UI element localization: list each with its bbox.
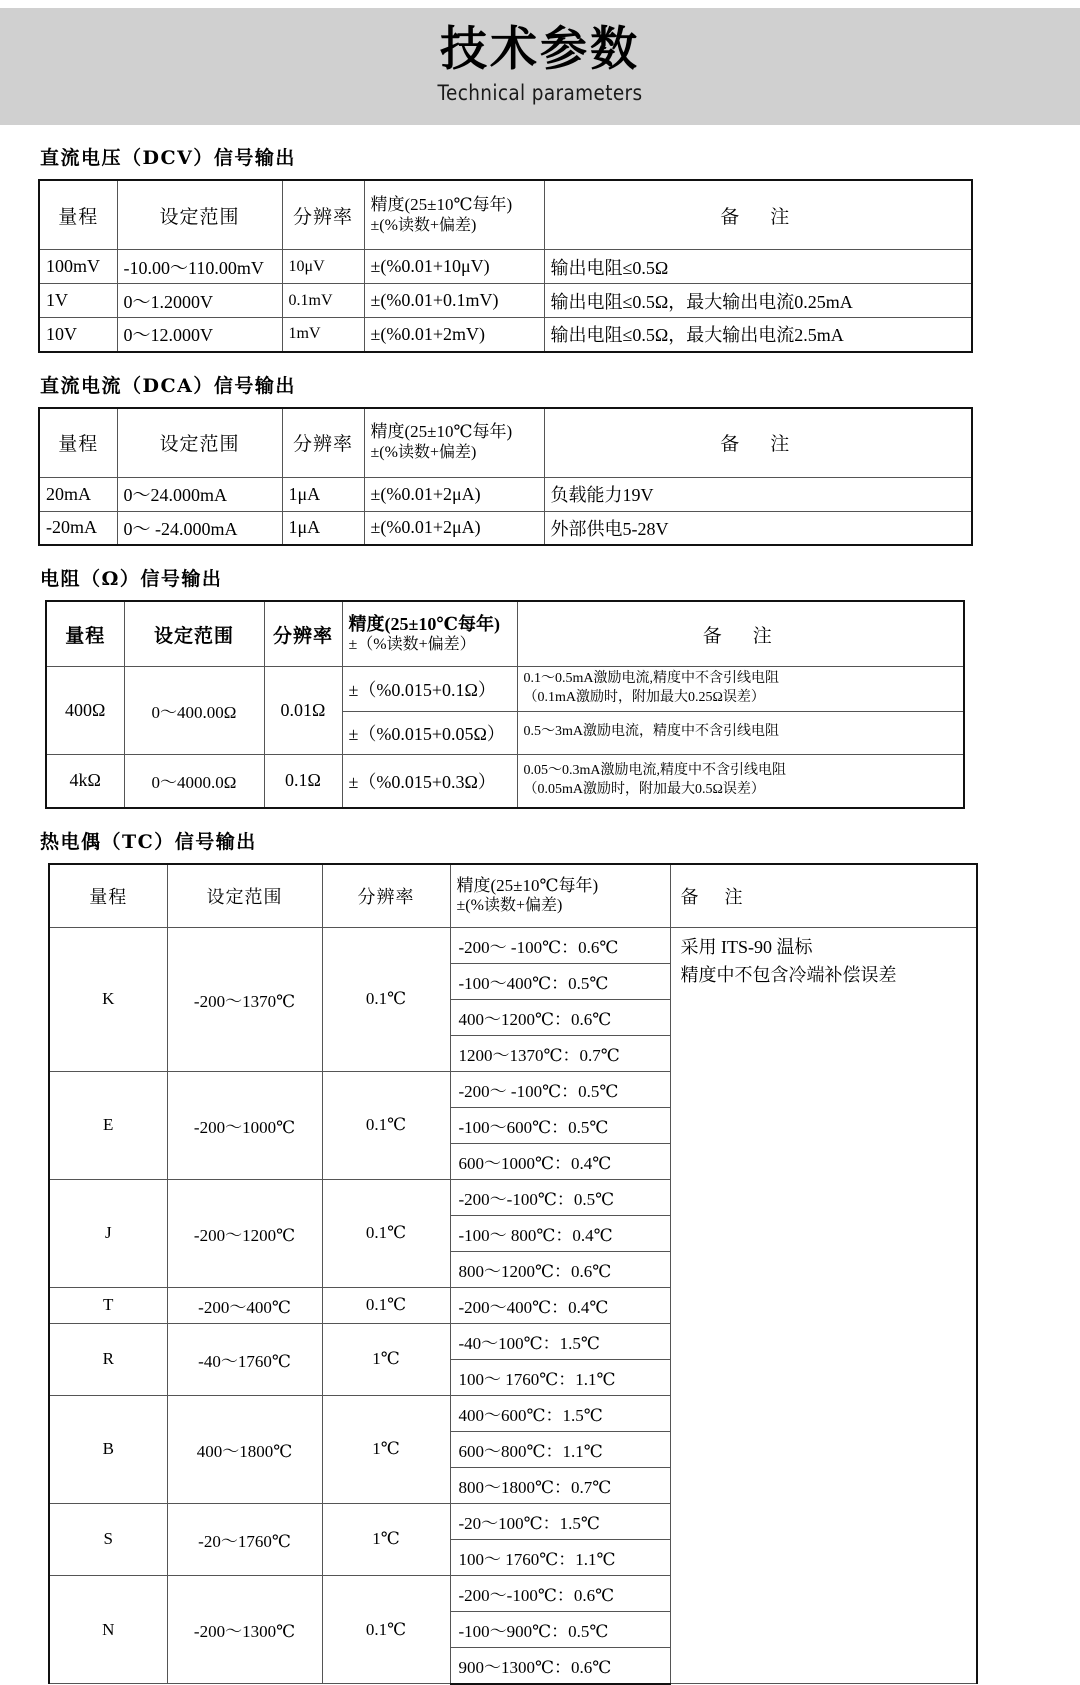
cell-accuracy: 1200～1370℃：0.7℃ [450,1035,670,1071]
header-accuracy-line1: 精度(25±10℃每年) [456,875,599,895]
cell-range: R [49,1323,167,1395]
cell-setting-range: -40～1760℃ [167,1323,322,1395]
cell-remark [517,754,964,808]
header-accuracy-line2: ±(%读数+偏差) [370,444,477,462]
cell-range: B [49,1395,167,1503]
cell-remark-line2: 精度中不包含冷端补偿误差 [680,964,897,985]
cell-accuracy: -100～900℃：0.5℃ [450,1611,670,1647]
cell-accuracy: 600～1000℃：0.4℃ [450,1143,670,1179]
cell-range: N [49,1575,167,1684]
table-row [39,477,972,511]
cell-range: S [49,1503,167,1575]
cell-accuracy: 400～1200℃：0.6℃ [450,999,670,1035]
header-range: 量程 [39,180,117,250]
cell-resolution: 0.1℃ [322,1287,450,1323]
cell-remark [670,927,977,1684]
cell-range: 20mA [39,477,117,511]
cell-setting-range: -200～400℃ [167,1287,322,1323]
table-row [39,511,972,545]
cell-accuracy: ±（%0.015+0.3Ω） [342,754,517,808]
header-accuracy-line2: ±(%读数+偏差) [456,897,563,915]
cell-setting-range: 0～24.000mA [117,477,282,511]
cell-accuracy: -200～400℃：0.4℃ [450,1287,670,1323]
cell-resolution: 10μV [282,250,364,284]
cell-resolution: 1mV [282,318,364,352]
document-content [0,125,1080,1685]
cell-accuracy: 100～ 1760℃：1.1℃ [450,1359,670,1395]
header-accuracy-line1: 精度(25±10℃每年) [370,422,513,442]
header-remark: 备 注 [670,864,977,928]
table-row [39,318,972,352]
table-thermocouple [48,863,978,1685]
header-resolution: 分辨率 [282,180,364,250]
table-header-row [49,864,977,928]
table-header-row [39,180,972,250]
section-title-dca: 直流电流（DCA）信号输出 [40,374,296,397]
cell-accuracy: ±（%0.015+0.05Ω） [342,711,517,754]
cell-remark-line1: 0.1～0.5mA激励电流,精度中不含引线电阻 [523,671,779,686]
header-accuracy [342,601,517,667]
cell-setting-range: -20～1760℃ [167,1503,322,1575]
cell-setting-range: 0～400.00Ω [124,667,264,755]
cell-accuracy: 900～1300℃：0.6℃ [450,1647,670,1684]
cell-resolution: 0.1Ω [264,754,342,808]
cell-remark: 外部供电5-28V [544,511,972,545]
page-title: 技术参数 [440,22,640,77]
cell-range: 100mV [39,250,117,284]
table-row [39,250,972,284]
header-setting-range: 设定范围 [117,408,282,478]
header-remark: 备 注 [517,601,964,667]
cell-resolution: 1μA [282,477,364,511]
cell-accuracy: 100～ 1760℃：1.1℃ [450,1539,670,1575]
header-resolution: 分辨率 [322,864,450,928]
cell-resolution: 0.1mV [282,284,364,318]
section-title-resistance: 电阻（Ω）信号输出 [40,568,223,590]
header-accuracy-line2: ±(%读数+偏差) [370,216,477,234]
cell-accuracy: -100～ 800℃：0.4℃ [450,1215,670,1251]
table-row [39,284,972,318]
cell-range: T [49,1287,167,1323]
cell-remark: 负载能力19V [544,477,972,511]
cell-remark-line2: （0.1mA激励时，附加最大0.25Ω误差） [523,689,765,705]
cell-accuracy: -20～100℃：1.5℃ [450,1503,670,1539]
cell-remark-line1: 采用 ITS-90 温标 [680,936,813,957]
cell-accuracy: ±(%0.01+2μA) [364,477,544,511]
cell-accuracy: 600～800℃：1.1℃ [450,1431,670,1467]
cell-resolution: 0.1℃ [322,1179,450,1287]
section-title-dcv: 直流电压（DCV）信号输出 [40,147,296,169]
cell-setting-range: 0～ -24.000mA [117,511,282,545]
section-title-thermocouple: 热电偶（TC）信号输出 [40,830,257,853]
cell-accuracy: -200～ -100℃：0.6℃ [450,927,670,963]
cell-resolution: 1℃ [322,1503,450,1575]
cell-accuracy: ±(%0.01+0.1mV) [364,284,544,318]
cell-setting-range: -10.00～110.00mV [117,250,282,284]
cell-setting-range: -200～1370℃ [167,927,322,1071]
cell-accuracy: 400～600℃：1.5℃ [450,1395,670,1431]
cell-resolution: 1℃ [322,1323,450,1395]
header-accuracy-line1: 精度(25±10℃每年) [370,194,513,214]
header-remark: 备 注 [544,408,972,478]
cell-accuracy: -40～100℃：1.5℃ [450,1323,670,1359]
cell-accuracy: -200～ -100℃：0.5℃ [450,1071,670,1107]
cell-accuracy: -100～400℃：0.5℃ [450,963,670,999]
cell-remark-line2: （0.05mA激励时，附加最大0.5Ω误差） [523,781,765,797]
header-range: 量程 [46,601,124,667]
table-row [49,927,977,963]
cell-remark: 输出电阻≤0.5Ω [544,250,972,284]
cell-range: E [49,1071,167,1179]
cell-resolution: 0.1℃ [322,1575,450,1684]
cell-setting-range: -200～1200℃ [167,1179,322,1287]
cell-accuracy: -100～600℃：0.5℃ [450,1107,670,1143]
cell-setting-range: -200～1300℃ [167,1575,322,1684]
header-accuracy [364,180,544,250]
table-header-row [39,408,972,478]
page-subtitle: Technical parameters [437,81,643,105]
cell-resolution: 0.01Ω [264,667,342,755]
header-accuracy-line1: 精度(25±10℃每年) [348,613,500,634]
table-row [46,667,964,712]
header-setting-range: 设定范围 [124,601,264,667]
cell-remark: 输出电阻≤0.5Ω，最大输出电流2.5mA [544,318,972,352]
cell-setting-range: -200～1000℃ [167,1071,322,1179]
cell-range: K [49,927,167,1071]
cell-accuracy: ±(%0.01+2mV) [364,318,544,352]
cell-range: 4kΩ [46,754,124,808]
header-accuracy [364,408,544,478]
header-range: 量程 [39,408,117,478]
header-range: 量程 [49,864,167,928]
cell-accuracy: ±(%0.01+2μA) [364,511,544,545]
cell-setting-range: 0～4000.0Ω [124,754,264,808]
cell-resolution: 1μA [282,511,364,545]
cell-accuracy: 800～1200℃：0.6℃ [450,1251,670,1287]
table-row [46,754,964,808]
cell-resolution: 1℃ [322,1395,450,1503]
cell-range: -20mA [39,511,117,545]
cell-accuracy: 800～1800℃：0.7℃ [450,1467,670,1503]
header-accuracy-line2: ±（%读数+偏差） [348,636,476,654]
table-resistance [45,600,965,809]
cell-accuracy: -200～-100℃：0.5℃ [450,1179,670,1215]
cell-range: 400Ω [46,667,124,755]
cell-setting-range: 0～12.000V [117,318,282,352]
table-dcv [38,179,973,353]
cell-accuracy: ±（%0.015+0.1Ω） [342,667,517,712]
cell-remark [517,667,964,712]
cell-remark-line1: 0.05～0.3mA激励电流,精度中不含引线电阻 [523,762,786,778]
cell-setting-range: 400～1800℃ [167,1395,322,1503]
cell-setting-range: 0～1.2000V [117,284,282,318]
cell-resolution: 0.1℃ [322,1071,450,1179]
cell-resolution: 0.1℃ [322,927,450,1071]
cell-range: J [49,1179,167,1287]
cell-accuracy: ±(%0.01+10μV) [364,250,544,284]
cell-remark: 0.5～3mA激励电流，精度中不含引线电阻 [517,711,964,754]
header-remark: 备 注 [544,180,972,250]
cell-remark: 输出电阻≤0.5Ω，最大输出电流0.25mA [544,284,972,318]
table-dca [38,407,973,547]
cell-range: 1V [39,284,117,318]
header-resolution: 分辨率 [264,601,342,667]
header-setting-range: 设定范围 [167,864,322,928]
cell-range: 10V [39,318,117,352]
page-header-banner [0,8,1080,125]
table-header-row [46,601,964,667]
header-resolution: 分辨率 [282,408,364,478]
header-setting-range: 设定范围 [117,180,282,250]
header-accuracy [450,864,670,928]
cell-accuracy: -200～-100℃：0.6℃ [450,1575,670,1611]
